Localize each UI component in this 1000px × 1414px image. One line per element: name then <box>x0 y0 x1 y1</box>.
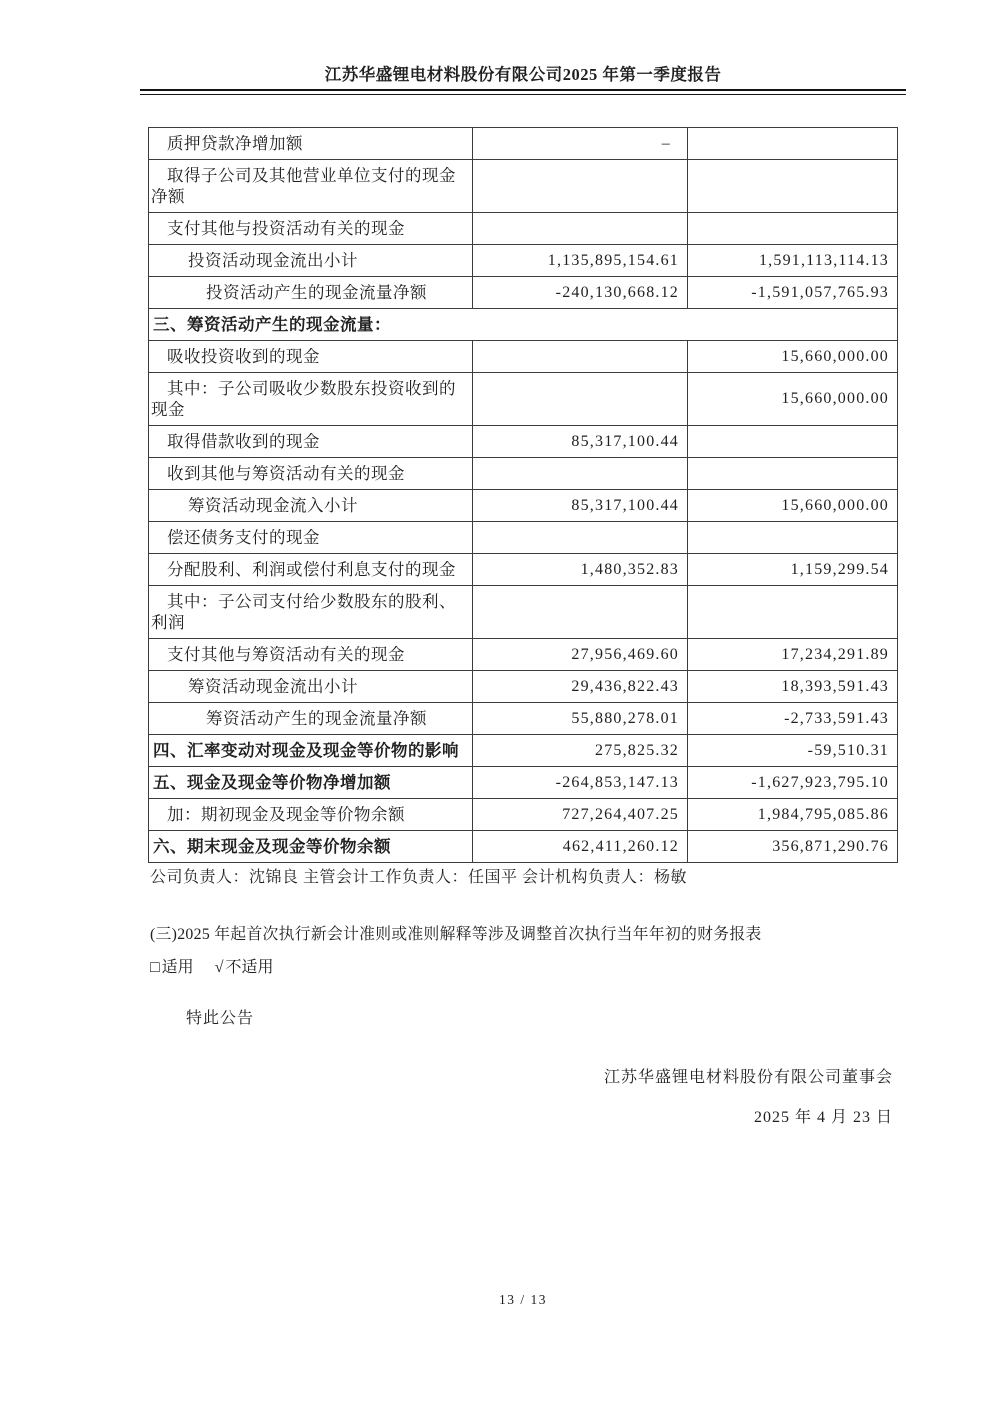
announcement-text: 特此公告 <box>186 1010 255 1027</box>
document-title: 江苏华盛锂电材料股份有限公司2025 年第一季度报告 <box>324 65 722 84</box>
value-prior-period <box>688 160 897 212</box>
applicability-line <box>150 957 273 979</box>
value-prior-period: 1,591,113,114.13 <box>758 251 889 269</box>
table-row <box>149 490 897 522</box>
row-label: 取得借款收到的现金 <box>149 426 473 457</box>
value-current-period: 55,880,278.01 <box>473 703 688 734</box>
value-current-period <box>473 458 688 489</box>
row-label: 筹资活动现金流入小计 <box>149 490 473 521</box>
spacer <box>194 957 215 979</box>
table-row <box>149 767 897 799</box>
row-label: 吸收投资收到的现金 <box>149 341 473 372</box>
unchecked-box-icon: □ <box>150 959 160 976</box>
applicable-label: 适用 <box>161 959 194 976</box>
value-prior-period: 15,660,000.00 <box>781 390 889 407</box>
page-content <box>148 0 898 1414</box>
value-prior-period <box>688 522 897 553</box>
value-current-period: -264,853,147.13 <box>473 767 688 798</box>
value-prior-period: -1,627,923,795.10 <box>751 773 889 791</box>
value-current-period: 27,956,469.60 <box>473 639 688 670</box>
value-current-period <box>473 213 688 244</box>
table-row <box>149 671 897 703</box>
value-current-period <box>473 373 688 425</box>
row-label: 偿还债务支付的现金 <box>149 522 473 553</box>
table-row <box>149 586 897 639</box>
table-row <box>149 799 897 831</box>
table-row <box>149 160 897 213</box>
board-signature: 江苏华盛锂电材料股份有限公司董事会 <box>603 1069 893 1086</box>
value-prior-period: 18,393,591.43 <box>781 677 889 695</box>
table-row <box>149 341 897 373</box>
table-row <box>149 735 897 767</box>
value-prior-period <box>688 213 897 244</box>
table-row <box>149 831 897 863</box>
header-divider <box>140 89 906 95</box>
value-prior-period <box>688 458 897 489</box>
option-applicable <box>150 957 194 979</box>
option-not-applicable <box>215 957 274 979</box>
row-label: 三、筹资活动产生的现金流量： <box>153 315 391 334</box>
note-first-adoption: (三)2025 年起首次执行新会计准则或准则解释等涉及调整首次执行当年年初的财务报表 <box>150 926 762 943</box>
value-current-period: 462,411,260.12 <box>473 831 688 862</box>
value-prior-period <box>688 426 897 457</box>
row-label: 支付其他与投资活动有关的现金 <box>149 213 473 244</box>
table-row <box>149 458 897 490</box>
value-current-period: 1,135,895,154.61 <box>473 245 688 276</box>
value-current-period: 85,317,100.44 <box>473 490 688 521</box>
value-prior-period <box>688 586 897 638</box>
report-date: 2025 年 4 月 23 日 <box>753 1109 893 1126</box>
page-number: 13 / 13 <box>498 1292 547 1307</box>
value-current-period: 727,264,407.25 <box>473 799 688 830</box>
value-current-period <box>473 522 688 553</box>
value-current-period: 85,317,100.44 <box>473 426 688 457</box>
value-current-period <box>473 586 688 638</box>
row-label: 分配股利、利润或偿付利息支付的现金 <box>149 554 473 585</box>
row-label: 取得子公司及其他营业单位支付的现金净额 <box>149 160 473 212</box>
value-prior-period: -2,733,591.43 <box>784 709 889 727</box>
row-label: 四、汇率变动对现金及现金等价物的影响 <box>149 735 473 766</box>
table-row <box>149 426 897 458</box>
row-label: 筹资活动现金流出小计 <box>149 671 473 702</box>
cash-flow-table <box>148 127 898 863</box>
row-label: 其中：子公司吸收少数股东投资收到的现金 <box>149 373 473 425</box>
value-current-period: – <box>473 128 688 159</box>
value-prior-period: 15,660,000.00 <box>781 496 889 514</box>
table-row <box>149 554 897 586</box>
value-prior-period: 356,871,290.76 <box>772 837 889 855</box>
row-label: 筹资活动产生的现金流量净额 <box>149 703 473 734</box>
value-prior-period: -1,591,057,765.93 <box>751 283 889 301</box>
not-applicable-label: 不适用 <box>225 959 274 976</box>
table-row <box>149 128 897 160</box>
value-prior-period: 1,984,795,085.86 <box>757 805 889 823</box>
row-label: 加：期初现金及现金等价物余额 <box>149 799 473 830</box>
value-current-period: 29,436,822.43 <box>473 671 688 702</box>
table-row <box>149 373 897 426</box>
value-current-period <box>473 341 688 372</box>
row-label: 投资活动现金流出小计 <box>149 245 473 276</box>
row-label: 投资活动产生的现金流量净额 <box>149 277 473 308</box>
table-row <box>149 245 897 277</box>
value-prior-period <box>688 128 897 159</box>
value-current-period: 275,825.32 <box>473 735 688 766</box>
value-prior-period: -59,510.31 <box>807 741 889 759</box>
row-label: 质押贷款净增加额 <box>149 128 473 159</box>
table-row <box>149 522 897 554</box>
value-current-period: -240,130,668.12 <box>473 277 688 308</box>
value-current-period: 1,480,352.83 <box>473 554 688 585</box>
row-label: 收到其他与筹资活动有关的现金 <box>149 458 473 489</box>
row-label: 六、期末现金及现金等价物余额 <box>149 831 473 862</box>
table-row <box>149 703 897 735</box>
value-prior-period: 1,159,299.54 <box>790 560 889 578</box>
table-row <box>149 309 897 341</box>
row-label: 其中：子公司支付给少数股东的股利、利润 <box>149 586 473 638</box>
table-row <box>149 213 897 245</box>
value-prior-period: 15,660,000.00 <box>781 347 889 365</box>
row-label: 支付其他与筹资活动有关的现金 <box>149 639 473 670</box>
value-current-period <box>473 160 688 212</box>
table-row <box>149 277 897 309</box>
value-prior-period: 17,234,291.89 <box>781 645 889 663</box>
check-mark-icon: √ <box>214 959 224 976</box>
table-row <box>149 639 897 671</box>
responsible-persons-line: 公司负责人：沈锦良 主管会计工作负责人：任国平 会计机构负责人：杨敏 <box>150 869 688 886</box>
row-label: 五、现金及现金等价物净增加额 <box>149 767 473 798</box>
